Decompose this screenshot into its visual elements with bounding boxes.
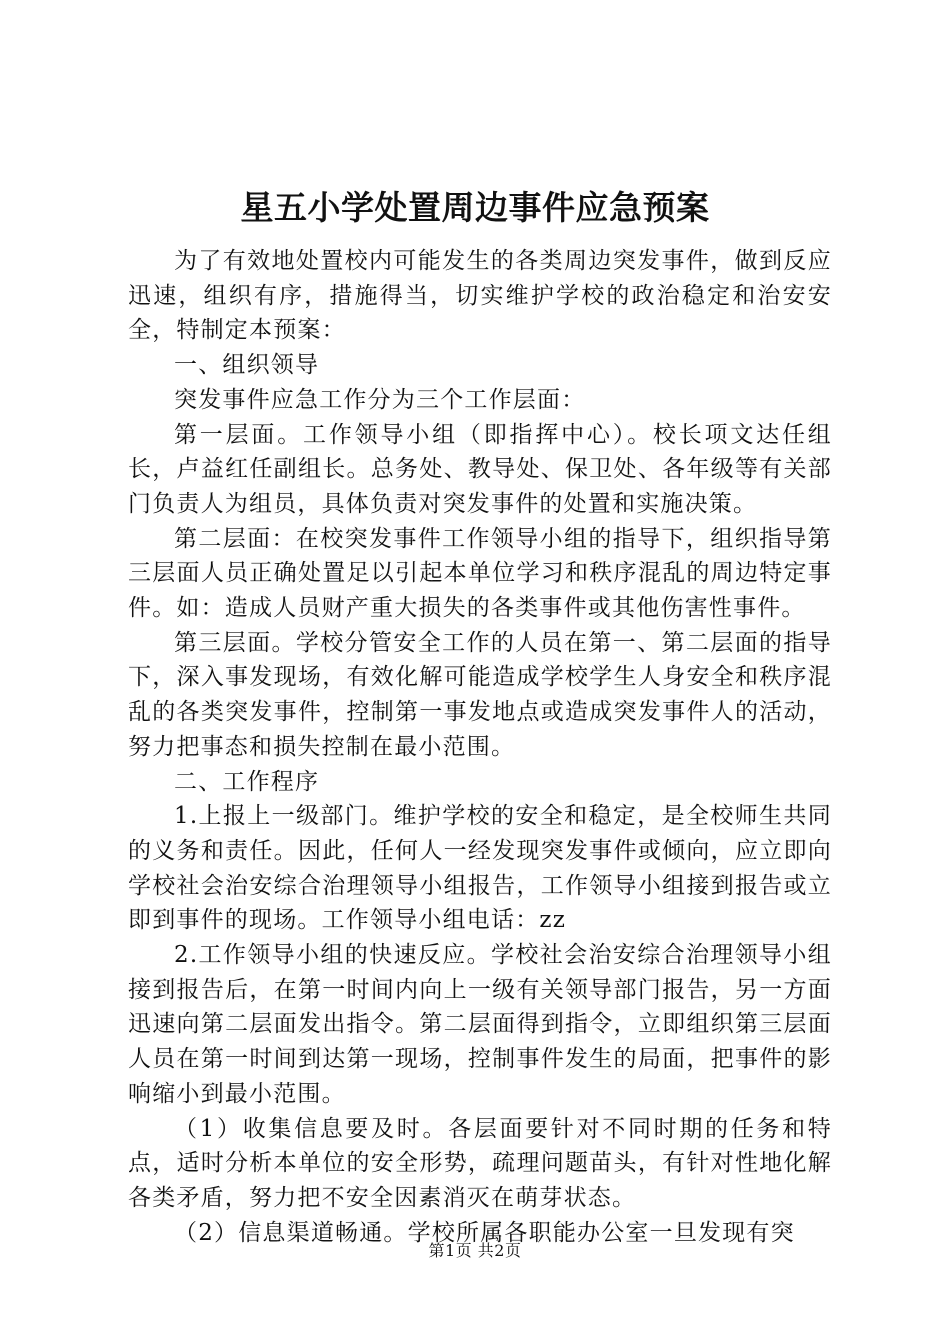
section-heading-organization: 一、组织领导 (174, 352, 320, 379)
paragraph-level-one: 第一层面。工作领导小组（即指挥中心）。校长项文达任组长，卢益红任副组长。总务处、教导处、保卫处、各年级等有关部门负责人为组员，具体负责对突发事件的处置和实施决策。 (128, 421, 832, 517)
paragraph-levels-intro: 突发事件应急工作分为三个工作层面： (174, 386, 586, 413)
document-title: 星五小学处置周边事件应急预案 (240, 188, 710, 227)
paragraph-procedure-1: 1.上报上一级部门。维护学校的安全和稳定，是全校师生共同的义务和责任。因此，任何人一经发现突发事件或倾向，应立即向学校社会治安综合治理领导小组报告，工作领导小组接到报告或立即到事件的现场。工作领导小组电话：zz (128, 803, 832, 934)
paragraph-intro: 为了有效地处置校内可能发生的各类周边突发事件，做到反应迅速，组织有序，措施得当，切实维护学校的政治稳定和治安安全，特制定本预案： (128, 248, 832, 344)
paragraph-item-2: （2）信息渠道畅通。学校所属各职能办公室一旦发现有突 (174, 1219, 795, 1246)
paragraph-procedure-2: 2.工作领导小组的快速反应。学校社会治安综合治理领导小组接到报告后，在第一时间内向上一级有关领导部门报告，另一方面迅速向第二层面发出指令。第二层面得到指令，立即组织第三层面人员在第一时间到达第一现场，控制事件发生的局面，把事件的影响缩小到最小范围。 (128, 942, 832, 1107)
paragraph-item-1: （1）收集信息要及时。各层面要针对不同时期的任务和特点，适时分析本单位的安全形势，疏理问题苗头，有针对性地化解各类矛盾，努力把不安全因素消灭在萌芽状态。 (128, 1115, 832, 1211)
paragraph-level-two: 第二层面：在校突发事件工作领导小组的指导下，组织指导第三层面人员正确处置足以引起本单位学习和秩序混乱的周边特定事件。如：造成人员财产重大损失的各类事件或其他伤害性事件。 (128, 525, 832, 622)
page-footer: 第1页 共2页 (428, 1241, 522, 1260)
section-heading-procedure: 二、工作程序 (174, 768, 320, 795)
paragraph-level-three: 第三层面。学校分管安全工作的人员在第一、第二层面的指导下，深入事发现场，有效化解可能造成学校学生人身安全和秩序混乱的各类突发事件，控制第一事发地点或造成突发事件人的活动，努力把事态和损失控制在最小范围。 (128, 629, 832, 760)
document-body (128, 244, 832, 1250)
